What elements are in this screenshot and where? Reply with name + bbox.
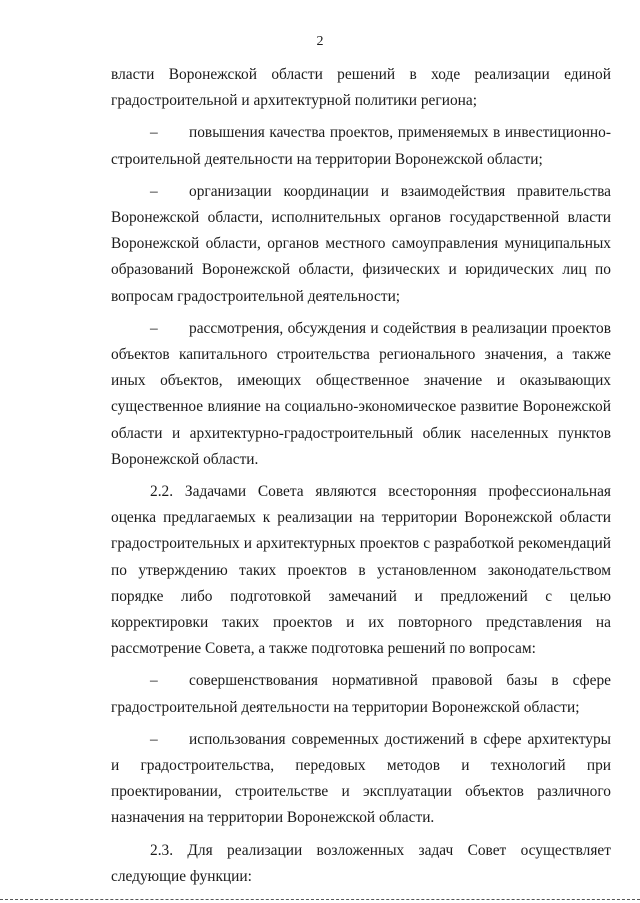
paragraph-continuation [111,62,611,114]
list-item-text: повышения качества проектов, применяемых в инвестиционно-строительной деятельности на территории Воронежской области; [111,124,611,168]
list-item [111,668,611,720]
dash-marker: – [150,730,158,748]
page-number: 2 [316,34,324,49]
clause-number: 2.2. [150,483,174,501]
dash-marker: – [150,672,158,690]
dash-marker: – [150,319,158,337]
document-body [111,62,611,890]
clause-text: Для реализации возложенных задач Совет осуществляет следующие функции: [111,841,611,885]
scan-edge-line [0,899,640,900]
dash-marker: – [150,124,158,142]
list-item-text: использования современных достижений в сфере архитектуры и градостроительства, передовых методов и технологий при проектировании, строительстве и эксплуатации объектов различного назначения на территории Воронежской области. [111,730,611,827]
clause-2-2 [111,479,611,662]
clause-text: Задачами Совета являются всесторонняя профессиональная оценка предлагаемых к реализации на территории Воронежской области градостроительных и архитектурных проектов с разработкой рекомендаций по утверждению таких проектов в установленном законодательством порядке либо подготовкой замечаний и предложений с целью корректировки таких проектов и их повторного представления на рассмотрение Совета, а также подготовка решений по вопросам: [111,483,611,658]
paragraph-text: власти Воронежской области решений в ходе реализации единой градостроительной и архитектурной политики региона; [111,66,611,110]
list-item [111,179,611,310]
list-item [111,727,611,832]
dash-marker: – [150,182,158,200]
list-item-text: совершенствования нормативной правовой базы в сфере градостроительной деятельности на территории Воронежской области; [111,672,611,716]
list-item [111,316,611,473]
list-item [111,120,611,172]
list-item-text: организации координации и взаимодействия правительства Воронежской области, исполнительных органов государственной власти Воронежской области, органов местного самоуправления муниципальных образований Воронежской области, физических и юридических лиц по вопросам градостроительной деятельности; [111,182,611,305]
clause-number: 2.3. [150,841,174,859]
clause-2-3 [111,838,611,890]
list-item-text: рассмотрения, обсуждения и содействия в реализации проектов объектов капитального строительства регионального значения, а также иных объектов, имеющих общественное значение и оказывающих существенное влияние на социально-экономическое развитие Воронежской области и архитектурно-градостроительный облик населенных пунктов Воронежской области. [111,319,611,468]
